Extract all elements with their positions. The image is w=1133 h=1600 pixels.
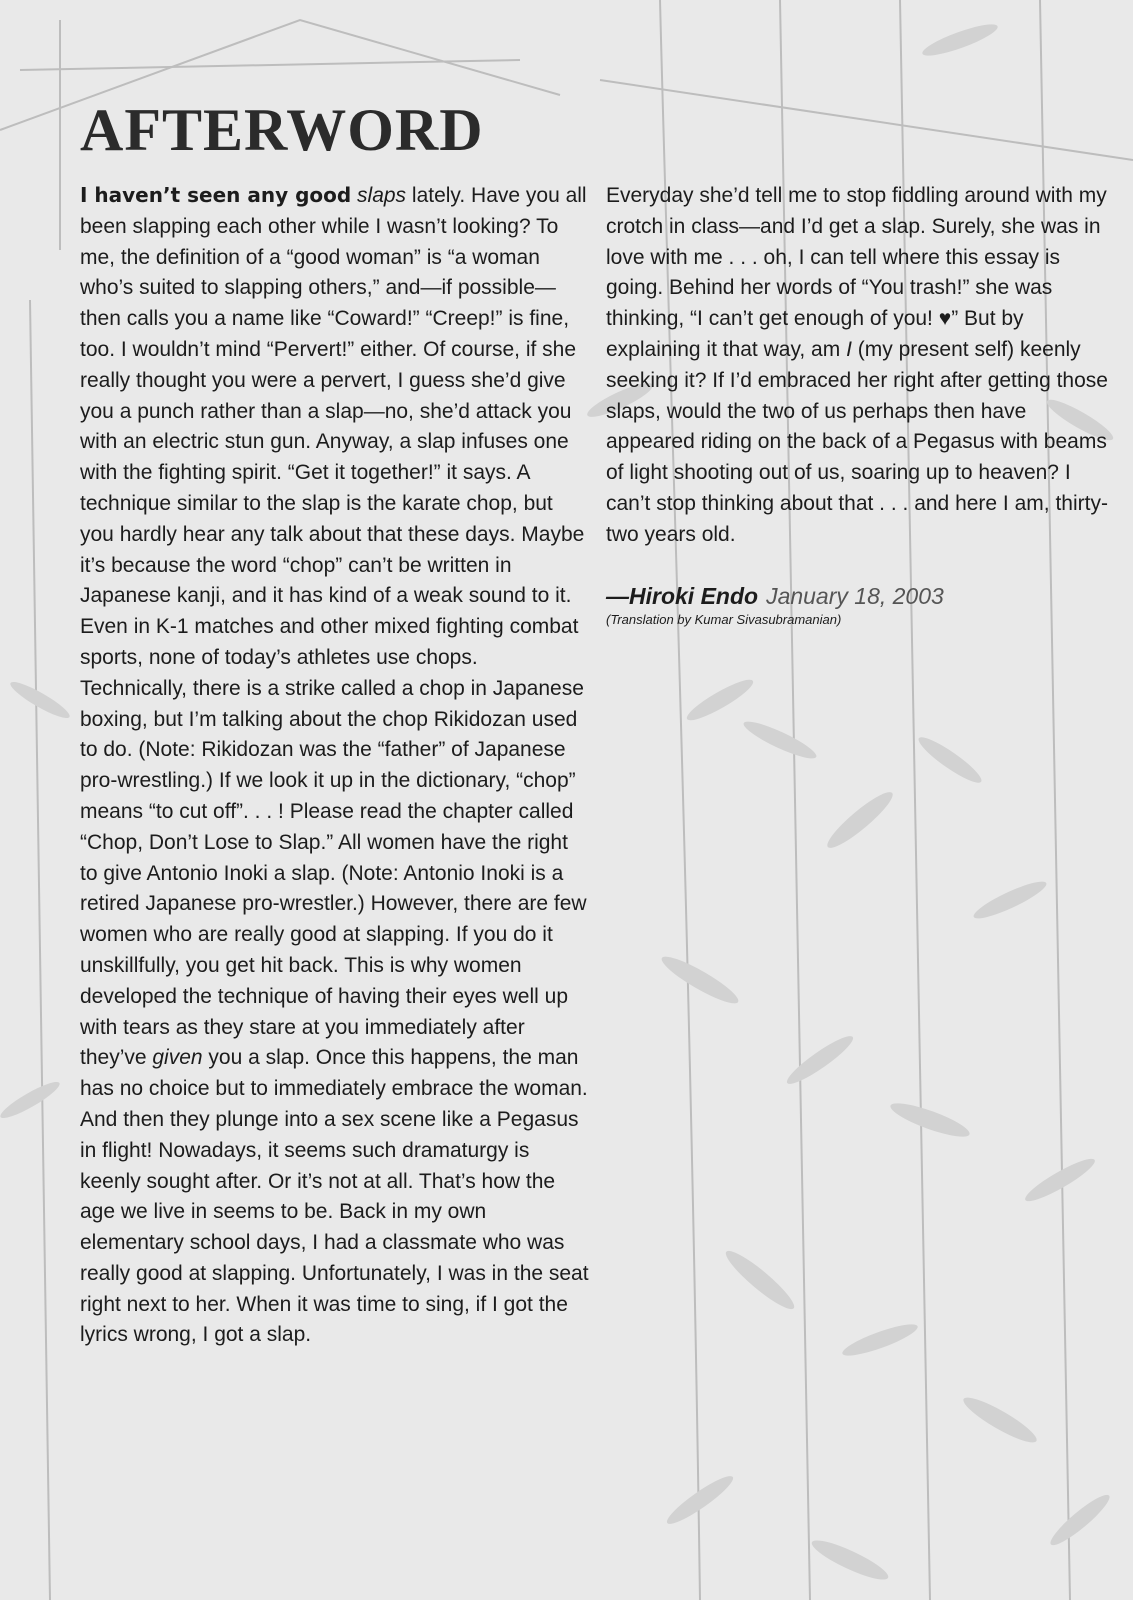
essay-text-part-3: Everyday she’d tell me to stop fiddling around with my crotch in class—and I’d get a slap. Surely, she was in love with me . . . oh, I can tell where this essay is going. Behind her words of “You trash!” she was thinking, “I can’t get enough of you! ♥” But by explaining it that way, am: [606, 184, 1107, 361]
lead-in-bold: I haven’t seen any good: [80, 183, 352, 207]
signature-date: January 18, 2003: [766, 582, 944, 609]
essay-italic-pronoun: I: [846, 337, 852, 361]
essay-column-left: [80, 180, 590, 1351]
essay-text-part-2: you a slap. Once this happens, the man has no choice but to immediately embrace the woman. And then they plunge into a sex scene like a Pegasus in flight! Nowadays, it seems such dramaturgy is keenly sought after. Or it’s not at all. That’s how the age we live in seems to be. Back in my own elementary school days, I had a classmate who was really good at slapping. Unfortunately, I was in the seat right next to her. When it was time to sing, if I got the lyrics wrong, I got a slap.: [80, 1046, 589, 1347]
lead-in-italic: slaps: [357, 184, 407, 207]
essay-paragraph-continued: [606, 181, 1116, 551]
page-title: AFTERWORD: [80, 97, 484, 163]
essay-column-right: [606, 181, 1116, 629]
translation-credit: (Translation by Kumar Sivasubramanian): [606, 611, 842, 627]
author-name: —Hiroki Endo: [606, 582, 759, 609]
essay-text-part-4: (my present self) keenly seeking it? If I’d embraced her right after getting those slaps, would the two of us perhaps then have appeared riding on the back of a Pegasus with beams of light shooting out of us, soaring up to heaven? I can’t stop thinking about that . . . and here I am, thirty-two years old.: [606, 337, 1108, 546]
essay-italic-word: given: [152, 1046, 203, 1070]
essay-paragraph: [80, 180, 590, 1351]
signature: [606, 581, 1116, 611]
essay-text-part-1: lately. Have you all been slapping each other while I wasn’t looking? To me, the definition of a “good woman” is “a woman who’s suited to slapping others,” and—if possible—then calls you a name like “Coward!” “Creep!” is fine, too. I wouldn’t mind “Pervert!” either. Of course, if she really thought you were a pervert, I guess she’d give you a punch rather than a slap—no, she’d attack you with an electric stun gun. Anyway, a slap infuses one with the fighting spirit. “Get it together!” it says. A technique similar to the slap is the karate chop, but you hardly hear any talk about that these days. Maybe it’s because the word “chop” can’t be written in Japanese kanji, and it has kind of a weak sound to it. Even in K-1 matches and other mixed fighting combat sports, none of today’s athletes use chops. Technically, there is a strike called a chop in Japanese boxing, but I’m talking about the chop Rikidozan used to do. (Note: Rikidozan was the “father” of Japanese pro-wrestling.) If we look it up in the dictionary, “chop” means “to cut off”. . . ! Please read the chapter called “Chop, Don’t Lose to Slap.” All women have the right to give Antonio Inoki a slap. (Note: Antonio Inoki is a retired Japanese pro-wrestler.) However, there are few women who are really good at slapping. If you do it unskillfully, you get hit back. This is why women developed the technique of having their eyes well up with tears as they stare at you immediately after they’ve: [80, 184, 587, 1070]
